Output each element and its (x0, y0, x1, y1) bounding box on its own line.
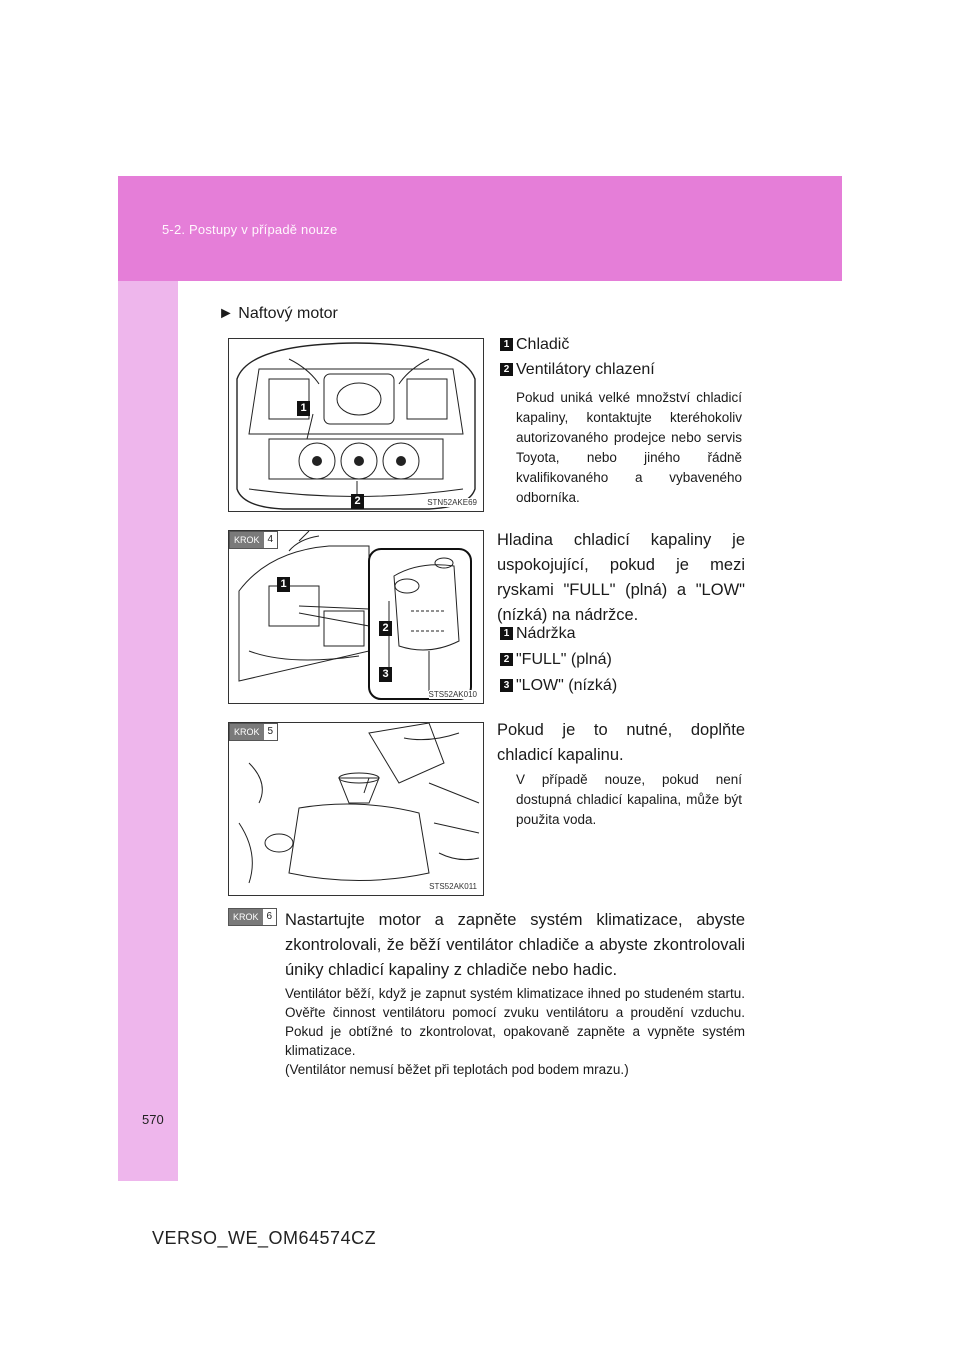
arrow-icon: ► (218, 305, 234, 322)
step-tag-number: 4 (267, 534, 274, 545)
step-tag (228, 908, 277, 926)
legend-item (500, 336, 569, 354)
variant-heading (218, 305, 338, 323)
figure-marker: 1 (277, 577, 290, 592)
legend-label: Ventilátory chlazení (516, 361, 655, 378)
step-tag-label: KROK (229, 909, 263, 925)
number-marker: 2 (500, 363, 513, 376)
reservoir-illustration (229, 531, 483, 703)
figure-marker: 2 (351, 494, 364, 509)
figure-coolant-reservoir (228, 530, 484, 704)
step-tag (229, 723, 278, 741)
figure-marker: 3 (379, 667, 392, 682)
step-tag-number: 6 (266, 911, 273, 922)
note-text (285, 984, 745, 1079)
figure-refill-coolant (228, 722, 484, 896)
figure-marker: 1 (297, 401, 310, 416)
figure-code: STS52AK011 (429, 882, 477, 891)
note-paragraph: (Ventilátor nemusí běžet při teplotách pod bodem mrazu.) (285, 1062, 629, 1077)
legend-item (500, 677, 617, 695)
legend-label: "FULL" (plná) (516, 651, 612, 668)
figure-engine-bay (228, 338, 484, 512)
step-tag-label: KROK (230, 724, 264, 740)
step-instruction: Pokud je to nutné, doplňte chladicí kapalinu. (497, 721, 745, 764)
step-tag-number: 5 (267, 726, 274, 737)
figure-code: STS52AK010 (428, 690, 477, 699)
legend-item (500, 625, 576, 643)
legend-item (500, 361, 655, 379)
legend-label: Nádržka (516, 625, 576, 642)
side-strip (118, 281, 178, 1181)
engine-bay-illustration (229, 339, 483, 511)
number-marker: 1 (500, 338, 513, 351)
note-text: V případě nouze, pokud není dostupná chladicí kapalina, může být použita voda. (516, 772, 742, 827)
legend-label: "LOW" (nízká) (516, 677, 618, 694)
step-tag (229, 531, 278, 549)
step-tag-label: KROK (230, 532, 264, 548)
variant-label: Naftový motor (238, 305, 338, 322)
number-marker: 1 (500, 627, 513, 640)
legend-label: Chladič (516, 336, 570, 353)
document-code: VERSO_WE_OM64574CZ (152, 1228, 377, 1248)
page-number: 570 (142, 1112, 164, 1127)
legend-item (500, 651, 612, 669)
step-instruction: Hladina chladicí kapaliny je uspokojující, pokud je mezi ryskami "FULL" (plná) a "LOW" (nízká) na nádržce. (497, 531, 745, 624)
section-title: 5-2. Postupy v případě nouze (162, 222, 338, 237)
note-text: Pokud uniká velké množství chladicí kapaliny, kontaktujte kteréhokoliv autorizovaného prodejce nebo servis Toyota, nebo jiného řádně kvalifikovaného a vybaveného odborníka. (516, 390, 742, 505)
step-instruction: Nastartujte motor a zapněte systém klimatizace, abyste zkontrolovali, že běží ventilátor chladiče a abyste zkontrolovali úniky chladicí kapaliny z chladiče nebo hadic. (285, 911, 745, 979)
refill-illustration (229, 723, 483, 895)
figure-marker: 2 (379, 621, 392, 636)
note-paragraph: Ventilátor běží, když je zapnut systém klimatizace ihned po studeném startu. Ověřte činnost ventilátoru pomocí zvuku ventilátoru a proudění vzduchu. Pokud je obtížné to zkontrolovat, opakovaně zapněte a vypněte systém klimatizace. (285, 986, 745, 1058)
figure-code: STN52AKE69 (427, 498, 477, 507)
number-marker: 3 (500, 679, 513, 692)
number-marker: 2 (500, 653, 513, 666)
